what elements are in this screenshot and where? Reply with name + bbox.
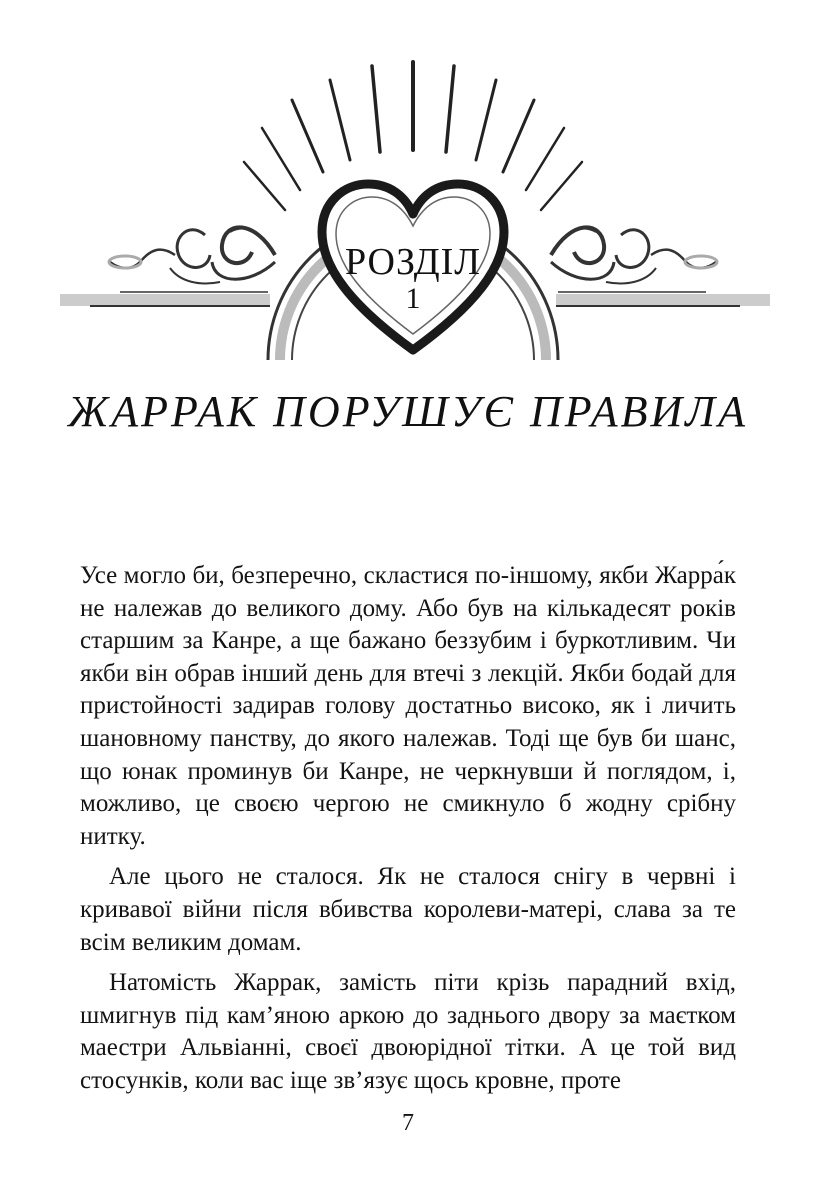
chapter-number: 1	[405, 282, 421, 315]
sunburst-rays	[244, 62, 582, 210]
body-text	[80, 560, 736, 1106]
chapter-header-ornament	[0, 0, 816, 380]
chapter-label: РОЗДІЛ	[344, 241, 482, 283]
page-number: 7	[402, 1110, 414, 1136]
paragraph: Натомість Жаррак, замість піти крізь парадний вхід, шмигнув під кам’яною аркою до заднього двору за маєтком маестри Альвіанні, своєї двоюрідної тітки. А це той вид стосунків, коли вас іще зв’язує щось кровне, проте	[80, 969, 736, 1094]
right-scroll-ornament	[551, 227, 770, 306]
chapter-title: ЖАРРАК ПОРУШУЄ ПРАВИЛА	[67, 387, 748, 436]
paragraph: Але цього не сталося. Як не сталося снігу в червні і кривавої війни після вбивства королеви-матері, слава за те всім великим домам.	[80, 863, 736, 956]
left-scroll-ornament	[60, 227, 275, 306]
paragraph: Усе могло би, безперечно, скластися по-іншому, якби Жарра́к не належав до великого дому. Або був на кількадесят років старшим за Канре, а ще бажано беззубим і буркотливим. Чи якби він обрав інший день для втечі з лекцій. Якби бодай для пристойності задирав голову достатньо високо, як і личить шановному панству, до якого належав. Тоді ще був би шанс, що юнак проминув би Канре, не черкнувши й поглядом, і, можливо, це своєю чергою не смикнуло б жодну срібну нитку.	[80, 562, 736, 850]
